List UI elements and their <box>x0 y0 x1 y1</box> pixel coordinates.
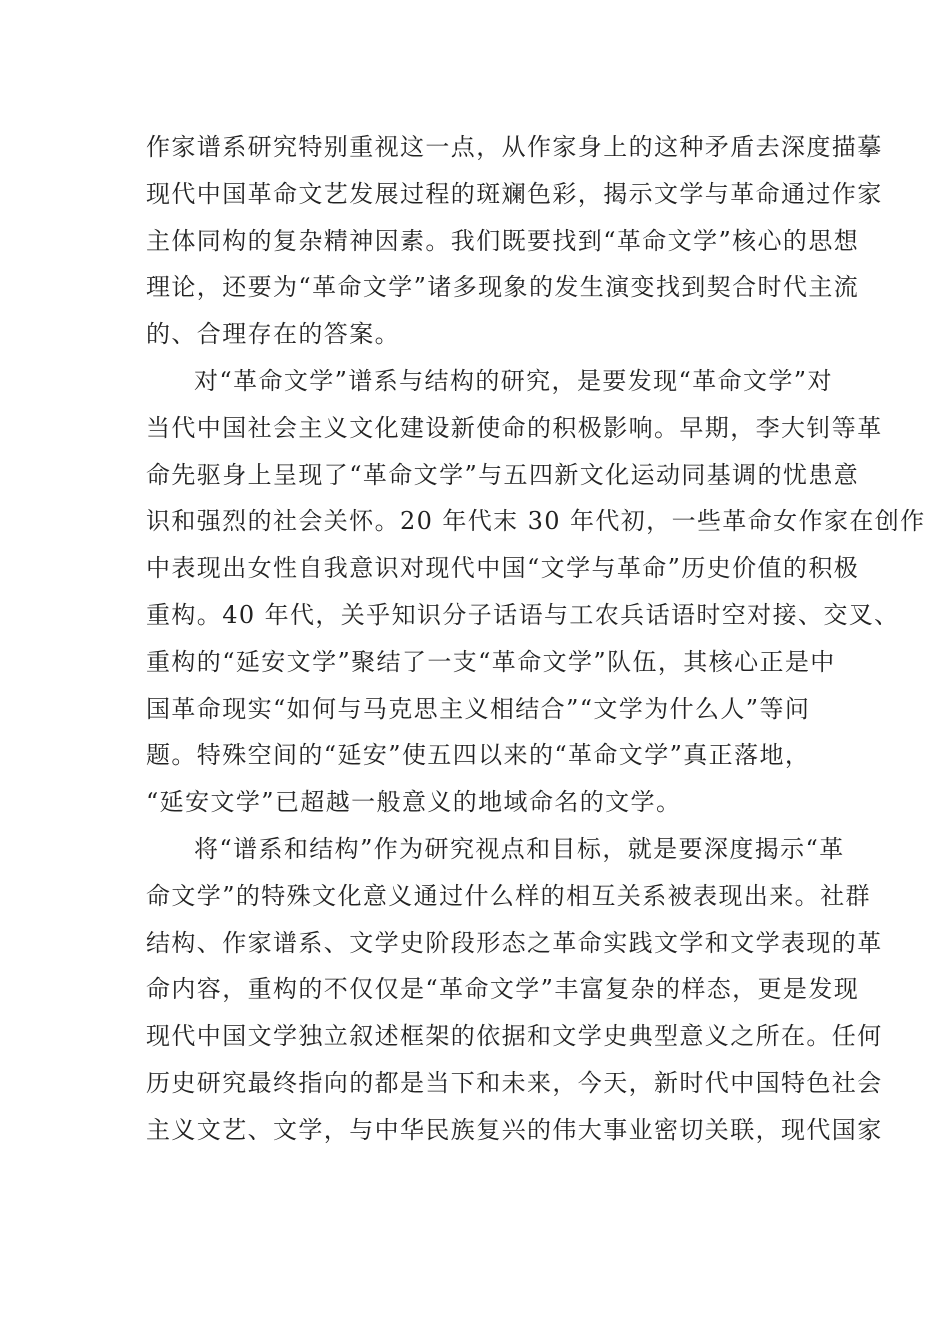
text-line: 现代中国革命文艺发展过程的斑斓色彩，揭示文学与革命通过作家 <box>146 179 883 208</box>
text-line: 对“革命文学”谱系与结构的研究，是要发现“革命文学”对 <box>194 366 833 395</box>
text-line: 现代中国文学独立叙述框架的依据和文学史典型意义之所在。任何 <box>146 1022 883 1051</box>
text-line: 命先驱身上呈现了“革命文学”与五四新文化运动同基调的忧患意 <box>146 460 860 489</box>
text-line: “延安文学”已超越一般意义的地域命名的文学。 <box>146 788 682 817</box>
text-line: 理论，还要为“革命文学”诸多现象的发生演变找到契合时代主流 <box>146 273 860 302</box>
text-line: 主体同构的复杂精神因素。我们既要找到“革命文学”核心的思想 <box>146 226 860 255</box>
text-line: 命内容，重构的不仅仅是“革命文学”丰富复杂的样态，更是发现 <box>146 975 860 1004</box>
text-line: 主义文艺、文学，与中华民族复兴的伟大事业密切关联，现代国家 <box>146 1115 883 1144</box>
text-line: 重构。40 年代，关乎知识分子话语与工农兵话语时空对接、交叉、 <box>146 600 900 629</box>
text-line: 将“谱系和结构”作为研究视点和目标，就是要深度揭示“革 <box>194 834 845 863</box>
text-line: 国革命现实“如何与马克思主义相结合”“文学为什么人”等问 <box>146 694 811 723</box>
text-line: 历史研究最终指向的都是当下和未来，今天，新时代中国特色社会 <box>146 1068 883 1097</box>
text-line: 重构的“延安文学”聚结了一支“革命文学”队伍，其核心正是中 <box>146 647 836 676</box>
text-line: 中表现出女性自我意识对现代中国“文学与革命”历史价值的积极 <box>146 554 860 583</box>
text-line: 题。特殊空间的“延安”使五四以来的“革命文学”真正落地， <box>146 741 811 770</box>
text-line: 识和强烈的社会关怀。20 年代末 30 年代初，一些革命女作家在创作 <box>146 507 926 536</box>
body-text <box>146 124 926 1154</box>
text-line: 作家谱系研究特别重视这一点，从作家身上的这种矛盾去深度描摹 <box>146 133 883 161</box>
text-line: 的、合理存在的答案。 <box>146 320 400 349</box>
text-line: 命文学”的特殊文化意义通过什么样的相互关系被表现出来。社群 <box>146 881 871 910</box>
text-line: 当代中国社会主义文化建设新使命的积极影响。早期，李大钊等革 <box>146 413 883 442</box>
text-line: 结构、作家谱系、文学史阶段形态之革命实践文学和文学表现的革 <box>146 928 883 957</box>
